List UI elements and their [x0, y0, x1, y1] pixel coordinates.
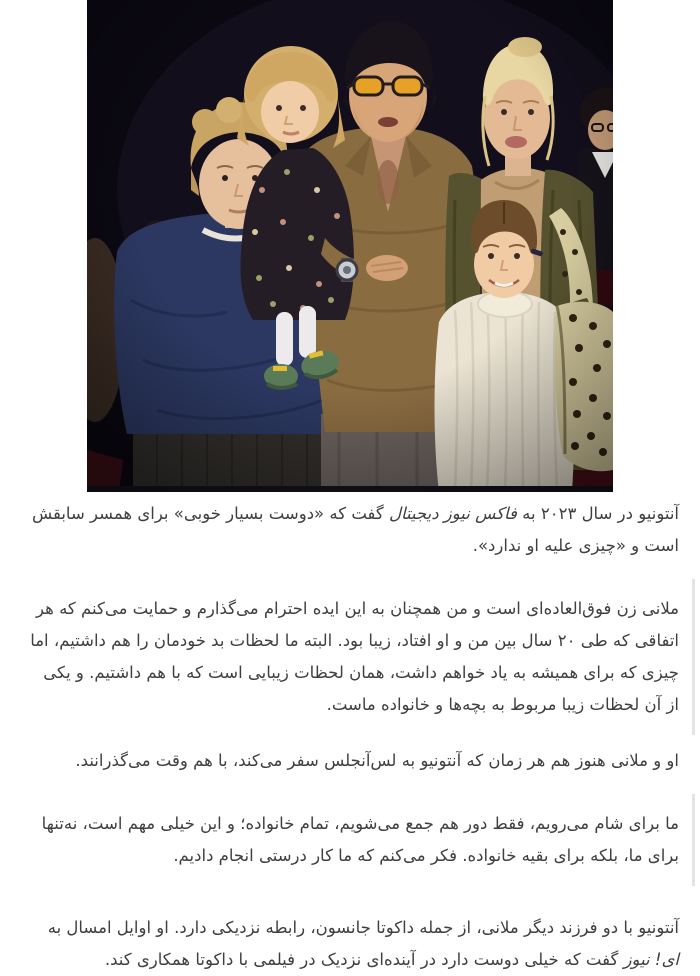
- quote-paragraph-1: [27, 593, 679, 721]
- text-segment: ما برای شام می‌رویم، فقط دور هم جمع می‌شویم، تمام خانواده؛ و این خیلی مهم است، نه‌تنها برای ما، بلکه برای بقیه خانواده. فکر می‌کنم که ما کار درستی انجام دادیم.: [41, 814, 679, 865]
- text-segment: ملانی زن فوق‌العاده‌ای است و من همچنان به این ایده احترام می‌گذارم و حمایت می‌کنم که هر اتفاقی که طی ۲۰ سال بین من و او افتاد، زیبا بود. البته ما لحظات بد خودمان را هم داشتیم، اما چیزی که برای همیشه به یاد خواهم داشت، همان لحظات زیبایی است که با هم داشتیم. و یکی از آن لحظات زیبا مربوط به بچه‌ها و خانواده ماست.: [30, 599, 679, 714]
- article-paragraph-1: [21, 498, 679, 562]
- quote-paragraph-2: [27, 808, 679, 872]
- article-photo: [87, 0, 613, 492]
- text-segment: گفت که «دوست بسیار خوبی» برای همسر سابقش است و «چیزی علیه او ندارد».: [31, 504, 679, 555]
- publication-name-italic: ای! نیوز: [623, 950, 679, 969]
- family-photo-illustration: [87, 0, 613, 492]
- photo-vignette: [87, 0, 613, 492]
- text-segment: او و ملانی هنوز هم هر زمان که آنتونیو به لس‌آنجلس سفر می‌کند، با هم وقت می‌گذرانند.: [75, 751, 679, 770]
- text-segment: گفت که خیلی دوست دارد در آینده‌ای نزدیک در فیلمی با داکوتا همکاری کند.: [104, 950, 624, 969]
- quote-block-2: [21, 794, 695, 886]
- article-body: [0, 492, 700, 976]
- article-paragraph-3: [21, 912, 679, 976]
- quote-block-1: [21, 579, 695, 735]
- publication-name-italic: فاکس نیوز دیجیتال: [389, 504, 517, 523]
- article-paragraph-2: [21, 745, 679, 777]
- text-segment: آنتونیو در سال ۲۰۲۳ به: [516, 504, 679, 523]
- text-segment: آنتونیو با دو فرزند دیگر ملانی، از جمله داکوتا جانسون، رابطه نزدیکی دارد. او اوایل امسال به: [47, 918, 679, 937]
